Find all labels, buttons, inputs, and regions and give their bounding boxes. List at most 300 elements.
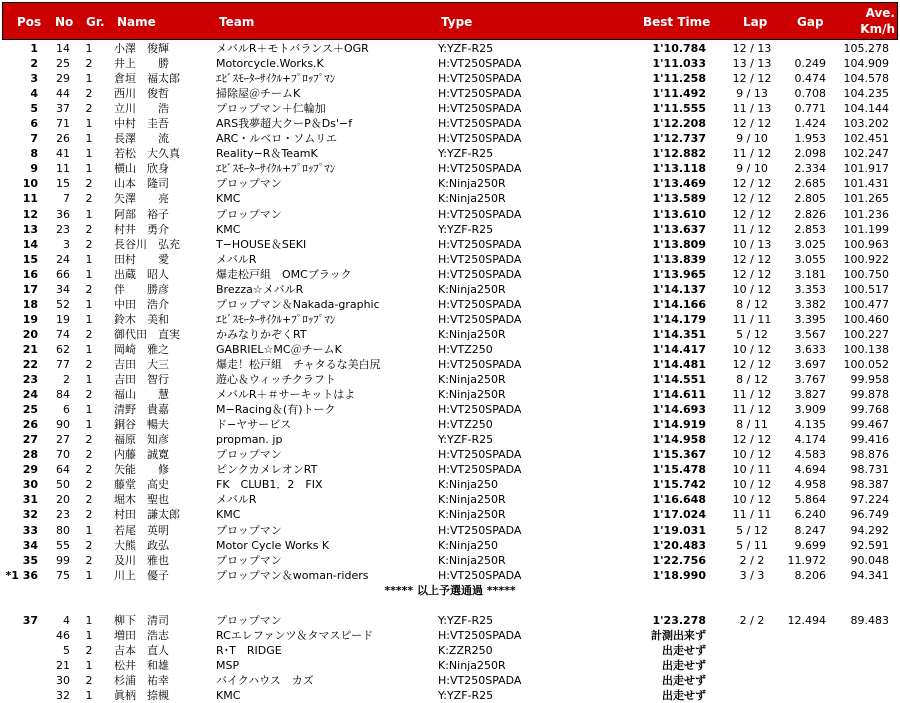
cell-gap: 3.353 — [794, 282, 826, 296]
cell-lap: 5 / 11 — [736, 538, 768, 552]
cell-gr: 2 — [85, 192, 93, 206]
cell-best: 1'19.031 — [652, 523, 706, 537]
cell-gap: 8.206 — [794, 568, 826, 582]
cell-type: H:VT250SPADA — [438, 463, 522, 477]
cell-team: Motor Cycle Works K — [216, 538, 330, 552]
cell-gr: 2 — [85, 87, 93, 101]
cell-name: 山本 隆司 — [114, 177, 169, 191]
cell-type: H:VTZ250 — [438, 418, 493, 432]
cell-gap: 4.958 — [794, 478, 826, 492]
table-row — [0, 86, 900, 101]
cell-pos: 25 — [22, 403, 38, 417]
cell-name: 藤堂 高史 — [114, 478, 169, 492]
cell-no: 52 — [56, 297, 70, 311]
cell-pos: 1 — [30, 42, 38, 55]
table-row — [0, 538, 900, 553]
cell-gr: 1 — [85, 523, 93, 537]
cell-gap: 9.699 — [794, 538, 826, 552]
cell-lap: 2 / 2 — [739, 553, 765, 567]
cell-gap: 4.135 — [794, 418, 826, 432]
cell-lap: 12 / 12 — [732, 252, 772, 266]
header-gap: Gap — [797, 15, 824, 29]
table-row — [0, 327, 900, 342]
cell-no: 2 — [63, 373, 70, 387]
cell-no: 71 — [56, 117, 70, 131]
cell-best: 1'23.278 — [652, 613, 706, 627]
cell-gr: 2 — [85, 643, 93, 657]
cell-type: K:Ninja250R — [438, 373, 506, 387]
cell-ave: 97.224 — [850, 493, 889, 507]
table-row — [0, 357, 900, 372]
cell-name: 福山 慧 — [114, 388, 169, 402]
cell-best: 1'13.839 — [652, 252, 706, 266]
cell-team: RCエレファンツ＆タマスピード — [216, 628, 374, 642]
cell-type: K:Ninja250R — [438, 508, 506, 522]
cell-type: K:Ninja250R — [438, 658, 506, 672]
table-row — [0, 432, 900, 447]
cell-best: 1'11.033 — [652, 57, 706, 71]
cell-name: 鈴木 美和 — [114, 312, 169, 326]
cell-gr: 1 — [85, 628, 93, 642]
cell-pos: 27 — [22, 433, 38, 447]
cell-no: 70 — [56, 448, 70, 462]
cell-gr: 2 — [85, 282, 93, 296]
cell-type: H:VT250SPADA — [438, 403, 522, 417]
cell-name: 吉田 大三 — [114, 357, 169, 371]
cell-team: プロップマン — [216, 523, 282, 537]
cell-best: 1'14.611 — [652, 388, 706, 402]
cell-name: 西川 俊哲 — [114, 87, 169, 101]
cell-no: 6 — [63, 403, 70, 417]
cell-type: H:VT250SPADA — [438, 568, 522, 582]
cell-best: 出走せず — [662, 673, 706, 687]
cell-no: 30 — [56, 673, 70, 687]
cell-lap: 12 / 12 — [732, 192, 772, 206]
cell-type: H:VT250SPADA — [438, 72, 522, 86]
cell-pos: 29 — [22, 463, 38, 477]
cell-type: K:Ninja250R — [438, 553, 506, 567]
cell-gr: 1 — [85, 658, 93, 672]
header-lap: Lap — [743, 15, 768, 29]
cell-gr: 1 — [85, 252, 93, 266]
cell-lap: 10 / 12 — [732, 448, 772, 462]
cell-no: 24 — [56, 252, 70, 266]
table-row — [0, 207, 900, 222]
cell-gr: 1 — [85, 613, 93, 627]
cell-no: 23 — [56, 222, 70, 236]
table-row — [0, 658, 900, 673]
cell-type: H:VT250SPADA — [438, 117, 522, 131]
table-row — [0, 282, 900, 297]
cell-name: 長谷川 弘充 — [114, 237, 180, 251]
cell-lap: 11 / 12 — [732, 222, 772, 236]
cell-gr: 1 — [85, 207, 93, 221]
cell-gr: 2 — [85, 327, 93, 341]
cell-type: H:VT250SPADA — [438, 87, 522, 101]
cell-ave: 98.731 — [850, 463, 889, 477]
cell-team: プロップマン — [216, 613, 282, 627]
cell-name: 村井 勇介 — [114, 222, 169, 236]
cell-type: K:Ninja250R — [438, 282, 506, 296]
table-row — [0, 613, 900, 628]
cell-gr: 1 — [85, 162, 93, 176]
cell-lap: 10 / 11 — [732, 463, 772, 477]
cell-best: 1'13.469 — [652, 177, 706, 191]
cell-lap: 11 / 12 — [732, 403, 772, 417]
cell-team: ピンクカメレオンRT — [216, 463, 318, 477]
cell-type: K:ZZR250 — [438, 643, 493, 657]
cell-name: 眞柄 捺槻 — [114, 689, 169, 703]
cell-ave: 98.387 — [850, 478, 889, 492]
cell-pos: 9 — [30, 162, 38, 176]
cell-type: H:VT250SPADA — [438, 207, 522, 221]
table-row — [0, 462, 900, 477]
cell-best: 1'11.258 — [652, 72, 706, 86]
cell-team: メバルR＋＃サーキットはよ — [216, 388, 356, 402]
cell-ave: 94.292 — [850, 523, 889, 537]
cell-ave: 99.768 — [850, 403, 889, 417]
cell-pos: 4 — [30, 87, 38, 101]
cell-gap: 3.382 — [794, 297, 826, 311]
cell-lap: 12 / 12 — [732, 117, 772, 131]
cell-ave: 102.247 — [843, 147, 889, 161]
table-row — [0, 267, 900, 282]
cell-type: H:VT250SPADA — [438, 237, 522, 251]
table-row — [0, 146, 900, 161]
cell-ave: 103.202 — [843, 117, 889, 131]
cell-gap: 2.685 — [794, 177, 826, 191]
cell-gr: 2 — [85, 538, 93, 552]
cell-team: 爆走！松戸組 チャタるな美白尻 — [216, 357, 381, 371]
cell-best: 1'13.610 — [652, 207, 706, 221]
table-row — [0, 372, 900, 387]
cell-lap: 8 / 12 — [736, 373, 768, 387]
cell-ave: 104.909 — [843, 57, 889, 71]
cell-name: 柳下 清司 — [114, 613, 169, 627]
cell-gr: 1 — [85, 689, 93, 703]
cell-gap: 0.474 — [794, 72, 826, 86]
cell-pos: 16 — [22, 267, 38, 281]
cell-best: 1'13.965 — [652, 267, 706, 281]
header-type: Type — [441, 15, 473, 29]
cell-gr: 2 — [85, 553, 93, 567]
cell-lap: 11 / 13 — [732, 102, 772, 116]
cell-team: Reality−R＆TeamK — [216, 147, 318, 161]
table-row — [0, 387, 900, 402]
cell-pos: 10 — [22, 177, 38, 191]
cell-lap: 10 / 12 — [732, 493, 772, 507]
cell-type: H:VT250SPADA — [438, 312, 522, 326]
cell-name: 立川 浩 — [114, 102, 169, 116]
cell-lap: 10 / 13 — [732, 237, 772, 251]
cell-name: 増田 浩志 — [114, 628, 169, 642]
cell-no: 84 — [56, 388, 70, 402]
cell-gr: 2 — [85, 508, 93, 522]
cell-pos: 22 — [22, 357, 38, 371]
table-row — [0, 71, 900, 86]
cell-best: 1'13.118 — [652, 162, 706, 176]
table-row — [0, 161, 900, 176]
cell-best: 1'12.882 — [652, 147, 706, 161]
cell-ave: 99.467 — [850, 418, 889, 432]
table-row — [0, 237, 900, 252]
cell-gr: 2 — [85, 448, 93, 462]
cell-team: MSP — [216, 658, 240, 672]
cell-lap: 12 / 12 — [732, 267, 772, 281]
cell-ave: 92.591 — [850, 538, 889, 552]
cell-no: 15 — [56, 177, 70, 191]
cell-ave: 100.460 — [843, 312, 889, 326]
cell-team: KMC — [216, 222, 241, 236]
cell-lap: 10 / 12 — [732, 478, 772, 492]
cell-best: 1'17.024 — [652, 508, 706, 522]
cell-name: 中村 圭吾 — [114, 117, 169, 131]
cell-best: 1'14.551 — [652, 373, 706, 387]
cell-pos: 24 — [22, 388, 38, 402]
cell-gap: 3.055 — [794, 252, 826, 266]
cell-name: 大熊 政弘 — [114, 538, 169, 552]
cell-best: 1'20.483 — [652, 538, 706, 552]
cell-name: 若尾 英明 — [114, 523, 169, 537]
cell-pos: 37 — [22, 613, 38, 627]
cell-lap: 10 / 12 — [732, 342, 772, 356]
cell-team: GABRIEL☆MC＠チームK — [216, 342, 342, 356]
cell-team: プロップマン＆woman-riders — [216, 568, 369, 582]
cell-gap: 3.767 — [794, 373, 826, 387]
table-row — [0, 41, 900, 56]
cell-name: 田村 愛 — [114, 252, 169, 266]
cell-ave: 102.451 — [843, 132, 889, 146]
cell-best: 1'14.481 — [652, 357, 706, 371]
cell-team: Motorcycle.Works.K — [216, 57, 324, 71]
cell-ave: 100.517 — [843, 282, 889, 296]
cell-best: 1'14.417 — [652, 342, 706, 356]
cell-name: 川上 優子 — [114, 568, 169, 582]
table-row — [0, 688, 900, 703]
cell-gr: 1 — [85, 117, 93, 131]
cell-ave: 104.144 — [843, 102, 889, 116]
cell-best: 1'18.990 — [652, 568, 706, 582]
cell-type: H:VT250SPADA — [438, 628, 522, 642]
cell-gap: 2.098 — [794, 147, 826, 161]
cell-type: H:VT250SPADA — [438, 448, 522, 462]
cell-gap: 3.181 — [794, 267, 826, 281]
cell-type: Y:YZF-R25 — [438, 222, 494, 236]
cell-ave: 89.483 — [850, 613, 889, 627]
cell-gap: 8.247 — [794, 523, 826, 537]
cell-pos: 7 — [30, 132, 38, 146]
cell-name: 吉本 直人 — [114, 643, 169, 657]
cell-no: 21 — [56, 658, 70, 672]
cell-name: 出蔵 昭人 — [114, 267, 169, 281]
cell-team: プロップマン — [216, 177, 282, 191]
cell-name: 松井 和雄 — [114, 658, 169, 672]
cell-team: T−HOUSE＆SEKI — [216, 237, 307, 251]
cell-pos: 21 — [22, 342, 38, 356]
cell-lap: 12 / 12 — [732, 433, 772, 447]
cell-gap: 4.694 — [794, 463, 826, 477]
cell-ave: 100.922 — [843, 252, 889, 266]
cell-gr: 2 — [85, 463, 93, 477]
cell-gr: 2 — [85, 57, 93, 71]
header-gr: Gr. — [86, 15, 105, 29]
cell-gap: 2.334 — [794, 162, 826, 176]
cell-lap: 9 / 13 — [736, 87, 768, 101]
cell-name: 村田 謙太郎 — [114, 508, 180, 522]
cell-gap: 6.240 — [794, 508, 826, 522]
cell-gr: 1 — [85, 403, 93, 417]
header-name: Name — [117, 15, 156, 29]
cell-pos: *1 36 — [5, 568, 38, 582]
spacer — [0, 598, 900, 613]
cell-pos: 12 — [22, 207, 38, 221]
cell-gr: 1 — [85, 568, 93, 582]
cell-gap: 3.827 — [794, 388, 826, 402]
cell-no: 7 — [63, 192, 70, 206]
cell-gap: 4.174 — [794, 433, 826, 447]
cell-gr: 1 — [85, 42, 93, 55]
cell-team: R･T RIDGE — [216, 643, 282, 657]
cell-lap: 12 / 12 — [732, 177, 772, 191]
table-row — [0, 342, 900, 357]
cell-type: Y:YZF-R25 — [438, 433, 494, 447]
cell-gr: 2 — [85, 222, 93, 236]
cell-type: H:VT250SPADA — [438, 523, 522, 537]
cell-pos: 26 — [22, 418, 38, 432]
cell-ave: 100.963 — [843, 237, 889, 251]
cell-lap: 11 / 12 — [732, 147, 772, 161]
cell-type: K:Ninja250 — [438, 478, 498, 492]
cell-type: K:Ninja250R — [438, 493, 506, 507]
cell-type: Y:YZF-R25 — [438, 147, 494, 161]
cell-name: 杉浦 祐幸 — [114, 673, 169, 687]
cell-ave: 100.052 — [843, 357, 889, 371]
cell-ave: 100.750 — [843, 267, 889, 281]
cell-team: ARS我夢超大クーP＆Ds'−f — [216, 117, 353, 131]
cell-gr: 2 — [85, 177, 93, 191]
cell-no: 11 — [56, 162, 70, 176]
header-no: No — [55, 15, 74, 29]
cell-no: 27 — [56, 433, 70, 447]
cell-gr: 2 — [85, 357, 93, 371]
cell-lap: 8 / 11 — [736, 418, 768, 432]
cell-team: プロップマン — [216, 207, 282, 221]
cell-ave: 96.749 — [850, 508, 889, 522]
cell-lap: 11 / 11 — [732, 312, 772, 326]
cell-gap: 3.567 — [794, 327, 826, 341]
cell-gap: 0.249 — [794, 57, 826, 71]
table-row — [0, 492, 900, 507]
cell-ave: 90.048 — [850, 553, 889, 567]
cell-ave: 101.199 — [843, 222, 889, 236]
cell-no: 55 — [56, 538, 70, 552]
cell-best: 1'15.367 — [652, 448, 706, 462]
cell-pos: 18 — [22, 297, 38, 311]
cell-gr: 2 — [85, 478, 93, 492]
cell-no: 80 — [56, 523, 70, 537]
table-row — [0, 56, 900, 71]
cell-gr: 1 — [85, 342, 93, 356]
cell-gr: 1 — [85, 312, 93, 326]
cell-team: かみなりかぞくRT — [216, 327, 307, 341]
cell-team: ｴﾋﾞｽﾓｰﾀｰｻｲｸﾙ+ﾌﾟﾛｯﾌﾟﾏﾝ — [216, 312, 336, 326]
cell-name: 長澤 流 — [114, 132, 169, 146]
cell-type: K:Ninja250R — [438, 388, 506, 402]
qualify-separator: ***** 以上予選通過 ***** — [384, 583, 516, 597]
cell-team: FK CLUB1．2 FIX — [216, 478, 323, 492]
cell-gr: 1 — [85, 418, 93, 432]
cell-gap: 4.583 — [794, 448, 826, 462]
cell-name: 及川 雅也 — [114, 553, 169, 567]
cell-no: 62 — [56, 342, 70, 356]
cell-ave: 98.876 — [850, 448, 889, 462]
table-row — [0, 116, 900, 131]
cell-lap: 5 / 12 — [736, 523, 768, 537]
cell-name: 堀木 聖也 — [114, 493, 169, 507]
cell-no: 46 — [56, 628, 70, 642]
cell-pos: 20 — [22, 327, 38, 341]
cell-gap: 0.771 — [794, 102, 826, 116]
header-ave — [851, 3, 895, 41]
cell-pos: 15 — [22, 252, 38, 266]
cell-type: H:VT250SPADA — [438, 673, 522, 687]
cell-type: H:VT250SPADA — [438, 267, 522, 281]
cell-no: 25 — [56, 57, 70, 71]
cell-team: メバルR — [216, 252, 257, 266]
cell-team: 爆走松戸組 OMCブラック — [216, 267, 352, 281]
cell-ave: 100.477 — [843, 297, 889, 311]
cell-team: propman. jp — [216, 433, 283, 447]
cell-pos: 11 — [22, 192, 38, 206]
cell-gr: 1 — [85, 147, 93, 161]
cell-lap: 12 / 12 — [732, 357, 772, 371]
cell-lap: 13 / 13 — [732, 57, 772, 71]
cell-lap: 5 / 12 — [736, 327, 768, 341]
cell-best: 1'12.208 — [652, 117, 706, 131]
results-table — [0, 41, 900, 703]
table-row — [0, 507, 900, 522]
cell-team: プロップマン — [216, 553, 282, 567]
cell-type: H:VTZ250 — [438, 342, 493, 356]
cell-gr: 1 — [85, 297, 93, 311]
cell-pos: 5 — [30, 102, 38, 116]
cell-type: K:Ninja250R — [438, 327, 506, 341]
cell-ave: 99.958 — [850, 373, 889, 387]
cell-type: Y:YZF-R25 — [438, 42, 494, 55]
cell-no: 50 — [56, 478, 70, 492]
cell-gap: 12.494 — [787, 613, 826, 627]
cell-best: 出走せず — [662, 643, 706, 657]
cell-no: 5 — [63, 643, 70, 657]
table-row — [0, 417, 900, 432]
table-row — [0, 312, 900, 327]
header-ave-line1: Ave. — [865, 6, 895, 20]
cell-lap: 12 / 13 — [732, 42, 772, 55]
cell-gr: 2 — [85, 493, 93, 507]
cell-gap: 1.424 — [794, 117, 826, 131]
cell-name: 福原 知彦 — [114, 433, 169, 447]
cell-ave: 100.227 — [843, 327, 889, 341]
table-row — [0, 402, 900, 417]
cell-best: 1'10.784 — [652, 42, 706, 55]
cell-gap: 3.697 — [794, 357, 826, 371]
cell-name: 阿部 裕子 — [114, 207, 169, 221]
cell-name: 中田 浩介 — [114, 297, 169, 311]
cell-best: 出走せず — [662, 658, 706, 672]
cell-team: メバルR＋モトバランス＋OGR — [216, 42, 369, 55]
cell-gr: 1 — [85, 72, 93, 86]
cell-pos: 34 — [22, 538, 38, 552]
